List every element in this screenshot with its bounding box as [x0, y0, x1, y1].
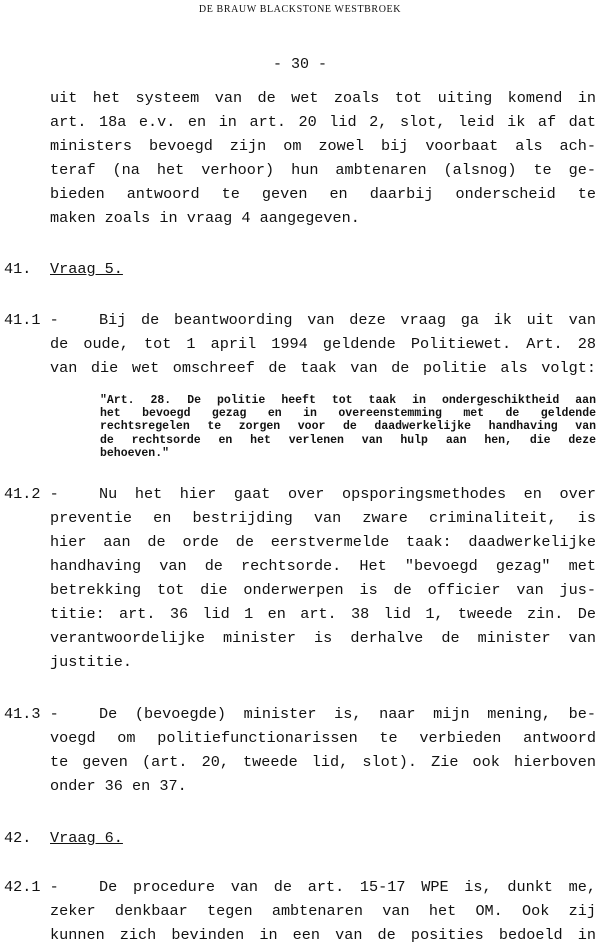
text-line: teraf (na het verhoor) hun ambtenaren (alsnog) te ge- [50, 161, 596, 179]
text-line: verantwoordelijke minister is derhalve de minister van [50, 629, 596, 647]
text-line: betrekking tot die onderwerpen is de officier van jus- [50, 581, 596, 599]
section-number: 42. [4, 829, 32, 847]
page-number: - 30 - [272, 56, 327, 73]
text-line: De procedure van de art. 15-17 WPE is, dunkt me, [99, 878, 596, 896]
paragraph-number: 42.1 - [4, 878, 59, 896]
text-line: justitie. [50, 653, 133, 671]
quote-line: "Art. 28. De politie heeft tot taak in ondergeschiktheid aan [100, 394, 596, 407]
text-line: van die wet omschreef de taak van de politie als volgt: [50, 359, 596, 377]
text-line: De (bevoegde) minister is, naar mijn mening, be- [99, 705, 596, 723]
text-line: de oude, tot 1 april 1994 geldende Politiewet. Art. 28 [50, 335, 596, 353]
text-line: bieden antwoord te geven en daarbij onderscheid te [50, 185, 596, 203]
paragraph-number: 41.2 - [4, 485, 59, 503]
section-number: 41. [4, 260, 32, 278]
quote-line: het bevoegd gezag en in overeenstemming met de geldende [100, 407, 596, 421]
letterhead: DE BRAUW BLACKSTONE WESTBROEK [198, 4, 402, 15]
text-line: kunnen zich bevinden in een van de posities bedoeld in [50, 926, 596, 944]
paragraph-number: 41.3 - [4, 705, 59, 723]
block-quote [100, 394, 596, 460]
quote-line: rechtsregelen te zorgen voor de daadwerkelijke handhaving van [100, 420, 596, 434]
text-line: uit het systeem van de wet zoals tot uiting komend in [50, 89, 596, 107]
text-line: handhaving van de rechtsorde. Het "bevoegd gezag" met [50, 557, 596, 575]
text-line: voegd om politiefunctionarissen te verbieden antwoord [50, 729, 596, 747]
text-line: Bij de beantwoording van deze vraag ga ik uit van [99, 311, 596, 329]
text-line: hier aan de orde de eerstvermelde taak: daadwerkelijke [50, 533, 596, 551]
section-heading: Vraag 6. [50, 829, 123, 847]
text-line: te geven (art. 20, tweede lid, slot). Zie ook hierboven [50, 753, 596, 771]
text-line: art. 18a e.v. en in art. 20 lid 2, slot, leid ik af dat [50, 113, 596, 131]
text-line: titie: art. 36 lid 1 en art. 38 lid 1, tweede zin. De [50, 605, 596, 623]
section-heading: Vraag 5. [50, 260, 123, 278]
text-line: ministers bevoegd zijn om zowel bij voorbaat als ach- [50, 137, 596, 155]
text-line: preventie en bestrijding van zware criminaliteit, is [50, 509, 596, 527]
paragraph-number: 41.1 - [4, 311, 59, 329]
text-line: onder 36 en 37. [50, 777, 187, 795]
text-line: maken zoals in vraag 4 aangegeven. [50, 209, 360, 227]
text-line: zeker denkbaar tegen ambtenaren van het OM. Ook zij [50, 902, 596, 920]
quote-line: de rechtsorde en het verlenen van hulp aan hen, die deze [100, 433, 596, 447]
text-line: Nu het hier gaat over opsporingsmethodes en over [99, 485, 596, 503]
quote-line: behoeven." [100, 446, 170, 460]
